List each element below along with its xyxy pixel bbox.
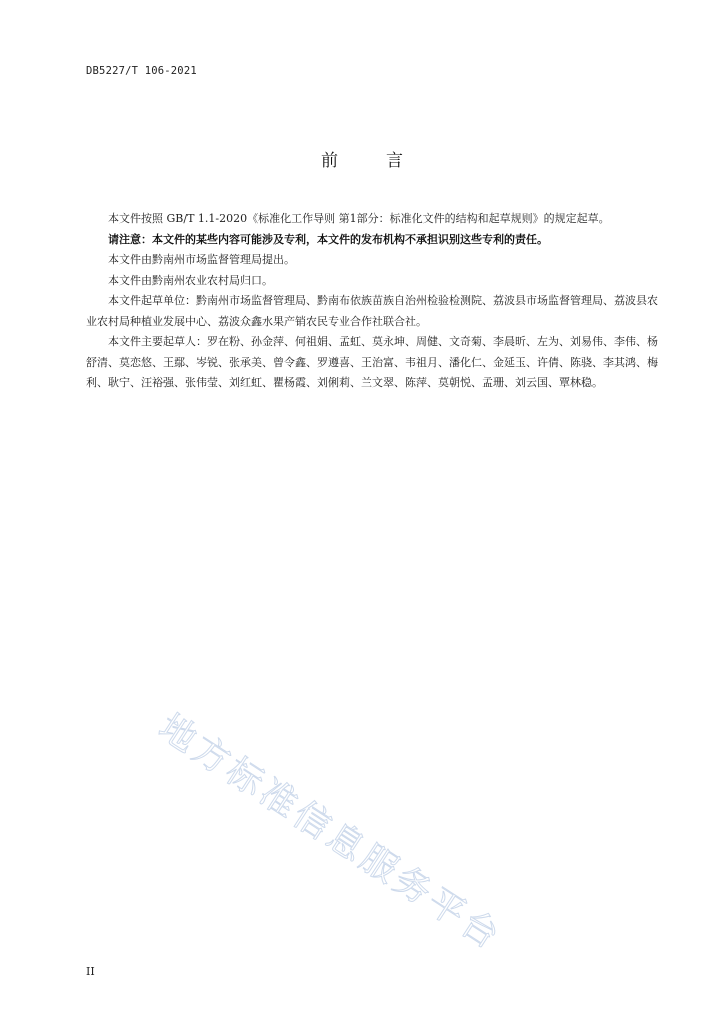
paragraph-drafting-units: 本文件起草单位：黔南州市场监督管理局、黔南布依族苗族自治州检验检测院、荔波县市场监督管理局、荔波县农业农村局种植业发展中心、荔波众鑫水果产销农民专业合作社联合社。 — [86, 294, 658, 328]
title-char-2: 言 — [386, 151, 403, 171]
document-code: DB5227/T 106-2021 — [86, 65, 197, 77]
watermark: 地方标准信息服务平台 — [151, 706, 510, 959]
title-char-1: 前 — [321, 151, 338, 171]
paragraph-patent-notice: 请注意：本文件的某些内容可能涉及专利，本文件的发布机构不承担识别这些专利的责任。 — [108, 232, 548, 246]
page-number: II — [86, 965, 95, 978]
page-title — [0, 146, 724, 171]
paragraph-drafting-basis: 本文件按照 GB/T 1.1-2020《标准化工作导则 第1部分：标准化文件的结构和起草规则》的规定起草。 — [108, 212, 610, 225]
paragraph-proposer: 本文件由黔南州市场监督管理局提出。 — [108, 253, 295, 266]
paragraph-drafters: 本文件主要起草人：罗在粉、孙金萍、何祖娟、孟虹、莫永坤、周健、文奇菊、李晨昕、左为、刘易伟、李伟、杨舒清、莫恋悠、王鄢、岑锐、张承美、曾令鑫、罗遵喜、王治富、韦祖月、潘化仁、金延玉、许倩、陈骁、李其鸿、梅利、耿宁、汪裕强、张伟莹、刘红虹、瞿杨霞、刘俐莉、兰文翠、陈萍、莫朝悦、孟珊、刘云国、覃林稳。 — [86, 335, 658, 389]
foreword-body — [86, 209, 658, 394]
paragraph-administrator: 本文件由黔南州农业农村局归口。 — [108, 273, 273, 287]
